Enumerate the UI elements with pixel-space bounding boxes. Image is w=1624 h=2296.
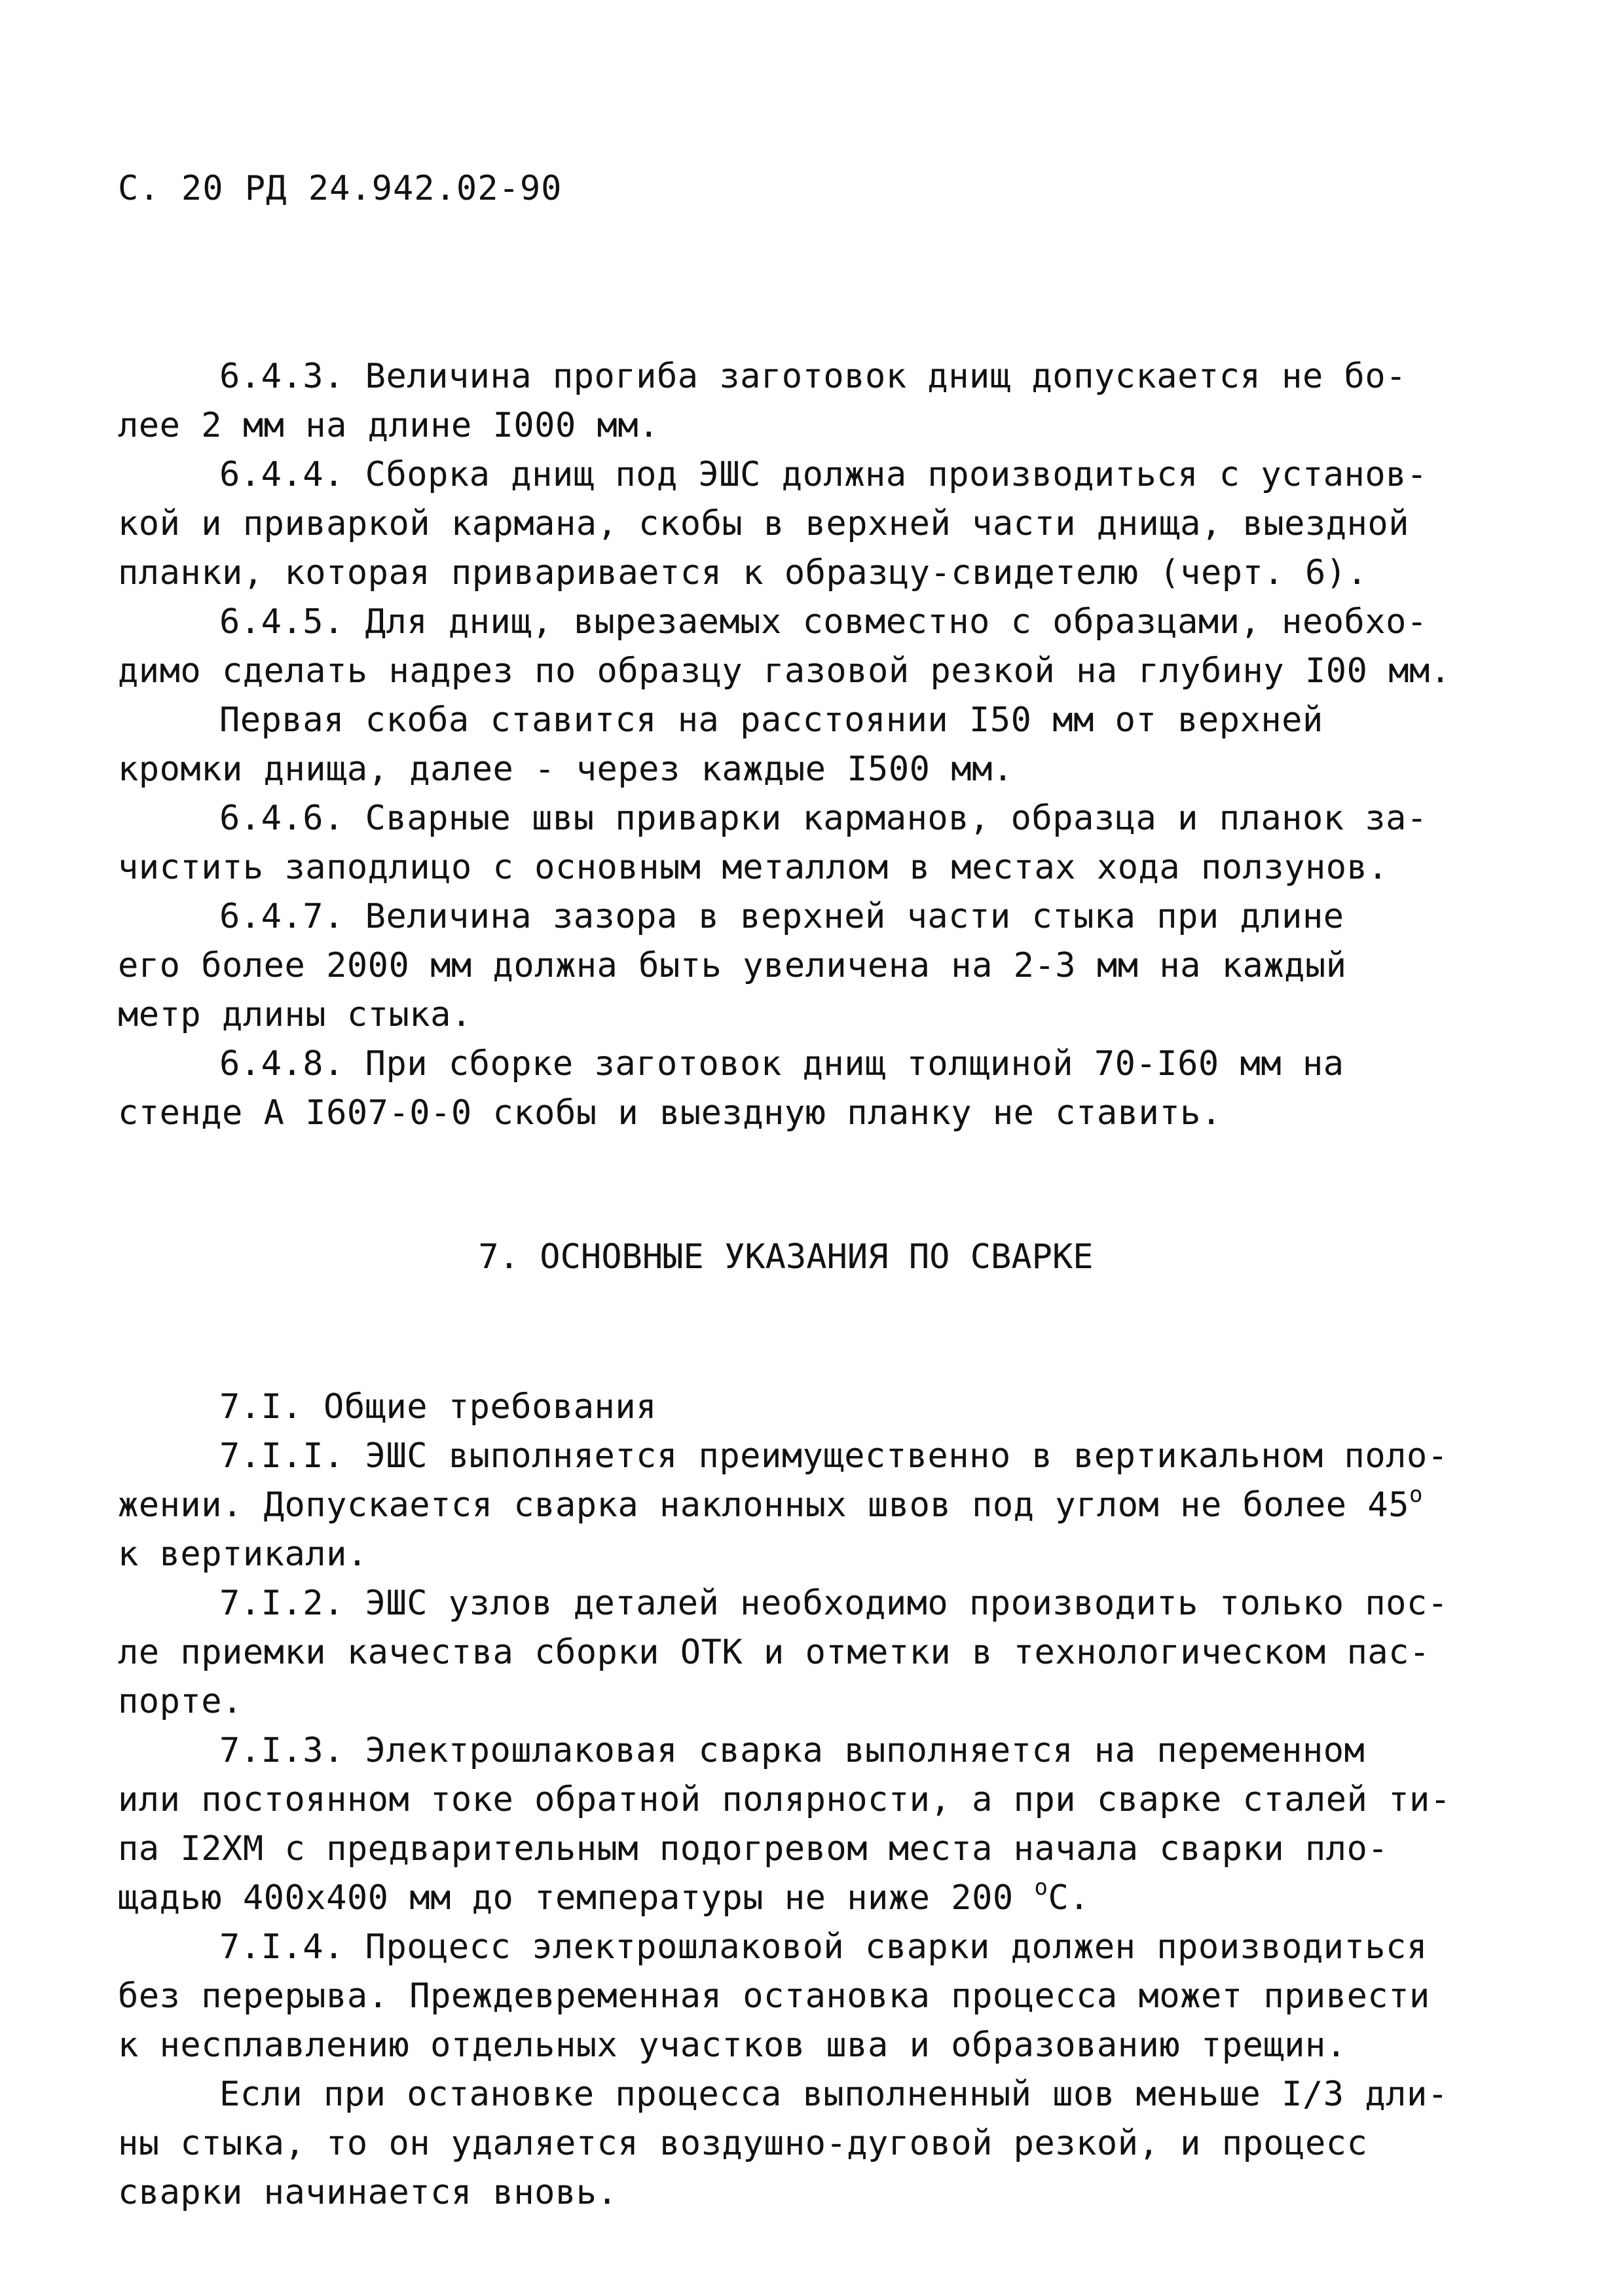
paragraph-6-4-3-line-2: лее 2 мм на длине І000 мм. bbox=[118, 406, 659, 445]
paragraph-6-4-6-line-1: 6.4.6. Сварные швы приварки карманов, образца и планок за- bbox=[219, 799, 1428, 838]
paragraph-7-1-4-line-3: к несплавлению отдельных участков шва и образованию трещин. bbox=[118, 2026, 1347, 2065]
paragraph-7-1-4b-line-3: сварки начинается вновь. bbox=[118, 2173, 618, 2212]
paragraph-7-1-4b-line-2: ны стыка, то он удаляется воздушно-дуговой резкой, и процесс bbox=[118, 2124, 1368, 2163]
paragraph-7-1-1-line-1: 7.І.І. ЭШС выполняется преимущественно в вертикальном поло- bbox=[219, 1436, 1449, 1476]
degree-superscript: о bbox=[1034, 1874, 1048, 1901]
celsius-unit: С. bbox=[1048, 1878, 1090, 1918]
section-7-title: 7. ОСНОВНЫЕ УКАЗАНИЯ ПО СВАРКЕ bbox=[478, 1237, 1094, 1277]
subsection-7-1-heading: 7.І. Общие требования bbox=[219, 1387, 657, 1427]
paragraph-6-4-5b-line-2: кромки днища, далее - через каждые І500 мм. bbox=[118, 750, 1014, 789]
paragraph-6-4-5-line-2: димо сделать надрез по образцу газовой резкой на глубину І00 мм. bbox=[118, 651, 1451, 691]
paragraph-6-4-5-line-1: 6.4.5. Для днищ, вырезаемых совместно с образцами, необхо- bbox=[219, 602, 1428, 642]
paragraph-6-4-3-line-1: 6.4.3. Величина прогиба заготовок днищ допускается не бо- bbox=[219, 357, 1407, 396]
paragraph-7-1-1-line-2 bbox=[118, 1481, 1454, 1530]
paragraph-6-4-8-line-1: 6.4.8. При сборке заготовок днищ толщиной 70-І60 мм на bbox=[219, 1044, 1344, 1084]
paragraph-6-4-5b-line-1: Первая скоба ставится на расстоянии І50 мм от верхней bbox=[219, 701, 1323, 740]
paragraph-6-4-4-line-1: 6.4.4. Сборка днищ под ЭШС должна производиться с установ- bbox=[219, 455, 1428, 494]
paragraph-7-1-4-line-1: 7.І.4. Процесс электрошлаковой сварки должен производиться bbox=[219, 1927, 1428, 1967]
paragraph-7-1-3-line-1: 7.І.3. Электрошлаковая сварка выполняется на переменном bbox=[219, 1731, 1365, 1770]
paragraph-7-1-3-line-4-text: щадью 400х400 мм до температуры не ниже 200 bbox=[118, 1878, 1035, 1918]
paragraph-6-4-7-line-1: 6.4.7. Величина зазора в верхней части стыка при длине bbox=[219, 897, 1344, 936]
section-6-4-block bbox=[118, 352, 1454, 1138]
paragraph-6-4-4-line-2: кой и приваркой кармана, скобы в верхней части днища, выездной bbox=[118, 504, 1410, 543]
paragraph-6-4-7-line-2: его более 2000 мм должна быть увеличена на 2-3 мм на каждый bbox=[118, 946, 1347, 985]
paragraph-7-1-3-line-4 bbox=[118, 1874, 1454, 1923]
paragraph-6-4-7-line-3: метр длины стыка. bbox=[118, 995, 472, 1034]
paragraph-7-1-2-line-3: порте. bbox=[118, 1682, 243, 1721]
paragraph-6-4-8-line-2: стенде А І607-0-0 скобы и выездную планку не ставить. bbox=[118, 1093, 1222, 1133]
paragraph-7-1-3-line-2: или постоянном токе обратной полярности, а при сварке сталей ти- bbox=[118, 1780, 1451, 1819]
page-header: С. 20 РД 24.942.02-90 bbox=[118, 169, 563, 208]
section-7-block bbox=[118, 1383, 1454, 2217]
paragraph-6-4-6-line-2: чистить заподлицо с основным металлом в местах хода ползунов. bbox=[118, 848, 1389, 887]
paragraph-7-1-2-line-2: ле приемки качества сборки ОТК и отметки в технологическом пас- bbox=[118, 1633, 1430, 1672]
paragraph-7-1-4b-line-1: Если при остановке процесса выполненный шов меньше І/3 дли- bbox=[219, 2075, 1449, 2114]
paragraph-7-1-3-line-3: па І2ХМ с предварительным подогревом места начала сварки пло- bbox=[118, 1829, 1389, 1868]
paragraph-6-4-4-line-3: планки, которая приваривается к образцу-свидетелю (черт. 6). bbox=[118, 553, 1368, 592]
paragraph-7-1-1-line-3: к вертикали. bbox=[118, 1535, 368, 1574]
degree-superscript: о bbox=[1409, 1482, 1423, 1508]
paragraph-7-1-4-line-2: без перерыва. Преждевременная остановка процесса может привести bbox=[118, 1977, 1430, 2016]
paragraph-7-1-1-line-2-text: жении. Допускается сварка наклонных швов под углом не более 45 bbox=[118, 1485, 1410, 1525]
paragraph-7-1-2-line-1: 7.І.2. ЭШС узлов деталей необходимо производить только пос- bbox=[219, 1584, 1449, 1623]
